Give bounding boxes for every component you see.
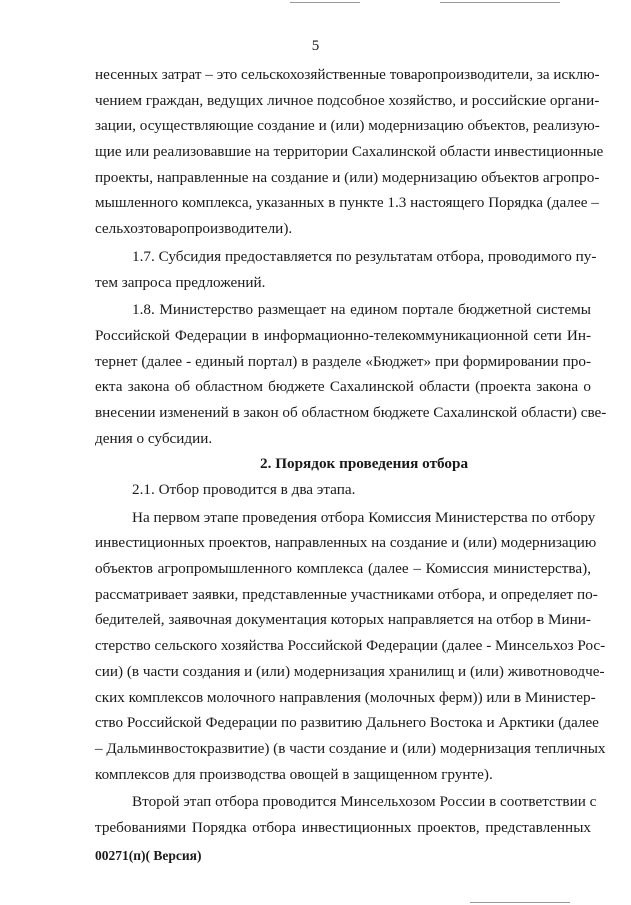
text-line: мышленного комплекса, указанных в пункте 1.3 настоящего Порядка (далее –	[95, 194, 599, 212]
text-line: требованиями Порядка отбора инвестиционных проектов, представленных	[95, 818, 591, 836]
scan-artifact-line	[470, 902, 570, 903]
document-body	[95, 62, 607, 841]
text-line: сельхозтоваропроизводители).	[95, 220, 293, 238]
text-line: дения о субсидии.	[95, 429, 213, 447]
text-line: чением граждан, ведущих личное подсобное хозяйство, и российские органи-	[95, 91, 600, 109]
text-line: стерство сельского хозяйства Российской Федерации (далее - Минсельхоз Рос-	[95, 637, 606, 655]
text-line: Российской Федерации в информационно-телекоммуникационной сети Ин-	[95, 326, 591, 344]
text-line: – Дальминвостокразвитие) (в части создание и (или) модернизация тепличных	[95, 739, 606, 757]
document-code-footer: 00271(п)( Версия)	[95, 848, 202, 863]
text-line: инвестиционных проектов, направленных на создание и (или) модернизацию	[95, 534, 597, 552]
text-line: щие или реализовавшие на территории Сахалинской области инвестиционные	[95, 143, 604, 161]
text-line: объектов агропромышленного комплекса (далее – Комиссия министерства),	[95, 560, 591, 578]
text-line: зации, осуществляющие создание и (или) модернизацию объектов, реализую-	[95, 117, 600, 135]
paragraph-first-stage-line: На первом этапе проведения отбора Комиссия Министерства по отбору	[132, 508, 596, 526]
text-line: бедителей, заявочная документация которых направляется на отбор в Мини-	[95, 611, 591, 629]
text-line: несенных затрат – это сельскохозяйственные товаропроизводители, за исклю-	[95, 66, 600, 83]
text-line: комплексов для производства овощей в защищенном грунте).	[95, 765, 493, 783]
text-line: тернет (далее - единый портал) в разделе «Бюджет» при формировании про-	[95, 352, 591, 370]
paragraph-second-stage-line: Второй этап отбора проводится Минсельхозом России в соответствии с	[132, 793, 597, 811]
text-line: ство Российской Федерации по развитию Дальнего Востока и Арктики (далее	[95, 714, 599, 732]
scan-artifact-line	[290, 2, 360, 3]
text-line: рассматривает заявки, представленные участниками отбора, и определяет по-	[95, 585, 598, 603]
text-line: проекты, направленные на создание и (или) модернизацию объектов агропро-	[95, 168, 600, 186]
paragraph-1-8-line: 1.8. Министерство размещает на едином портале бюджетной системы	[132, 301, 591, 319]
text-line: ских комплексов молочного направления (молочных ферм)) или в Министер-	[95, 688, 596, 706]
page-number: 5	[311, 38, 320, 54]
text-line: внесении изменений в закон об областном бюджете Сахалинской области) све-	[95, 403, 607, 421]
section-heading: 2. Порядок проведения отбора	[260, 455, 469, 473]
text-line: екта закона об областном бюджете Сахалинской области (проекта закона о	[95, 378, 591, 396]
scan-artifact-line	[440, 2, 560, 3]
text-line: тем запроса предложений.	[95, 273, 266, 291]
text-line: сии) (в части создания и (или) модернизация хранилищ и (или) животноводче-	[95, 662, 605, 680]
paragraph-1-7-line: 1.7. Субсидия предоставляется по результатам отбора, проводимого пу-	[132, 247, 597, 265]
paragraph-2-1-line: 2.1. Отбор проводится в два этапа.	[132, 481, 356, 498]
